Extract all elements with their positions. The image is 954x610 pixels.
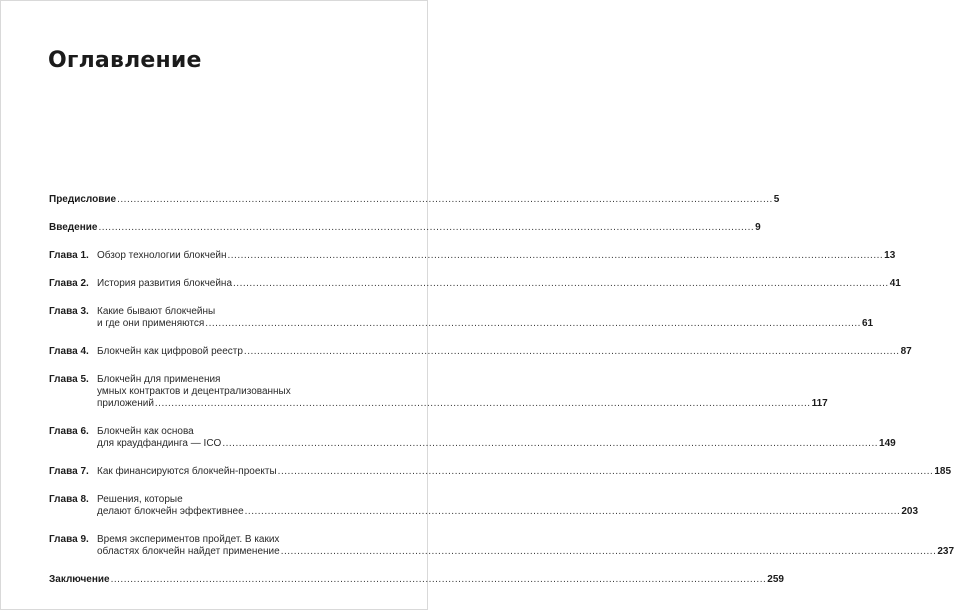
entry-title-line: и где они применяются [97,318,205,329]
entry-title-row [97,278,901,290]
entry-body [97,534,954,558]
dot-leader: ........................................................................................................................................................................................................ [205,318,861,329]
entry-title-line: для краудфандинга — ICO [97,438,222,449]
entry-title-row [49,574,784,586]
entry-body [97,494,919,518]
entry-title-line: Введение [49,222,98,233]
page-number: 61 [861,318,874,329]
dot-leader: ........................................................................................................................................................................................................ [227,250,884,261]
page-number: 259 [767,574,784,585]
entry-title-line: Блокчейн как цифровой реестр [97,346,243,357]
entry-title-line: История развития блокчейна [97,278,233,289]
dot-leader: ........................................................................................................................................................................................................ [277,466,934,477]
entry-body [97,306,874,330]
entry-title-row [97,506,919,518]
dot-leader: ........................................................................................................................................................................................................ [110,574,767,585]
dot-leader: ........................................................................................................................................................................................................ [154,398,811,409]
dot-leader: ........................................................................................................................................................................................................ [243,346,900,357]
entry-title-line: Заключение [49,574,110,585]
page-number: 9 [755,222,761,233]
entry-title-row [49,194,780,206]
chapter-label: Глава 9. [49,534,89,545]
entry-title-row [97,250,896,262]
entry-title-line: Время экспериментов пройдет. В каких [97,534,280,545]
page-number: 13 [884,250,896,261]
dot-leader: ........................................................................................................................................................................................................ [244,506,901,517]
entry-title-row [97,466,952,478]
page-number: 185 [934,466,952,477]
dot-leader: ........................................................................................................................................................................................................ [280,546,937,557]
dot-leader: ........................................................................................................................................................................................................ [117,194,773,205]
dot-leader: ........................................................................................................................................................................................................ [222,438,879,449]
entry-title-row [97,318,874,330]
dot-leader: ........................................................................................................................................................................................................ [98,222,755,233]
entry-body [49,222,761,234]
entry-body [49,194,780,206]
entry-title-line: умных контрактов и децентрализованных [97,386,291,397]
chapter-label: Глава 7. [49,466,89,477]
entry-title-line: Решения, которые [97,494,183,505]
page-number: 149 [879,438,896,449]
entry-title-row [49,222,761,234]
entry-body [97,466,952,478]
entry-title-line: приложений [97,398,154,409]
page-number: 203 [901,506,919,517]
chapter-label: Глава 8. [49,494,89,505]
entry-body [97,374,828,410]
entry-title-row [97,438,896,450]
entry-title-line: областях блокчейн найдет применение [97,546,280,557]
chapter-label: Глава 2. [49,278,89,289]
page-title: Оглавление [48,48,202,73]
entry-body [97,278,901,290]
entry-title-row [97,546,954,558]
entry-title-line: Блокчейн для применения [97,374,221,385]
entry-title-line: Как финансируются блокчейн-проекты [97,466,277,477]
page-number: 41 [889,278,901,289]
page-number: 117 [811,398,828,409]
chapter-label: Глава 4. [49,346,89,357]
entry-title-line: делают блокчейн эффективнее [97,506,244,517]
page-number: 237 [937,546,954,557]
chapter-label: Глава 1. [49,250,89,261]
entry-body [97,346,912,358]
entry-title-line: Какие бывают блокчейны [97,306,216,317]
page-number: 87 [900,346,912,357]
chapter-label: Глава 5. [49,374,89,385]
chapter-label: Глава 6. [49,426,89,437]
entry-title-row [97,346,912,358]
entry-body [97,426,896,450]
page-number: 5 [773,194,780,205]
entry-title-row [97,398,828,410]
entry-title-line: Блокчейн как основа [97,426,194,437]
entry-title-line: Предисловие [49,194,117,205]
entry-body [49,574,784,586]
dot-leader: ........................................................................................................................................................................................................ [233,278,889,289]
entry-title-line: Обзор технологии блокчейн [97,250,227,261]
entry-body [97,250,896,262]
chapter-label: Глава 3. [49,306,89,317]
